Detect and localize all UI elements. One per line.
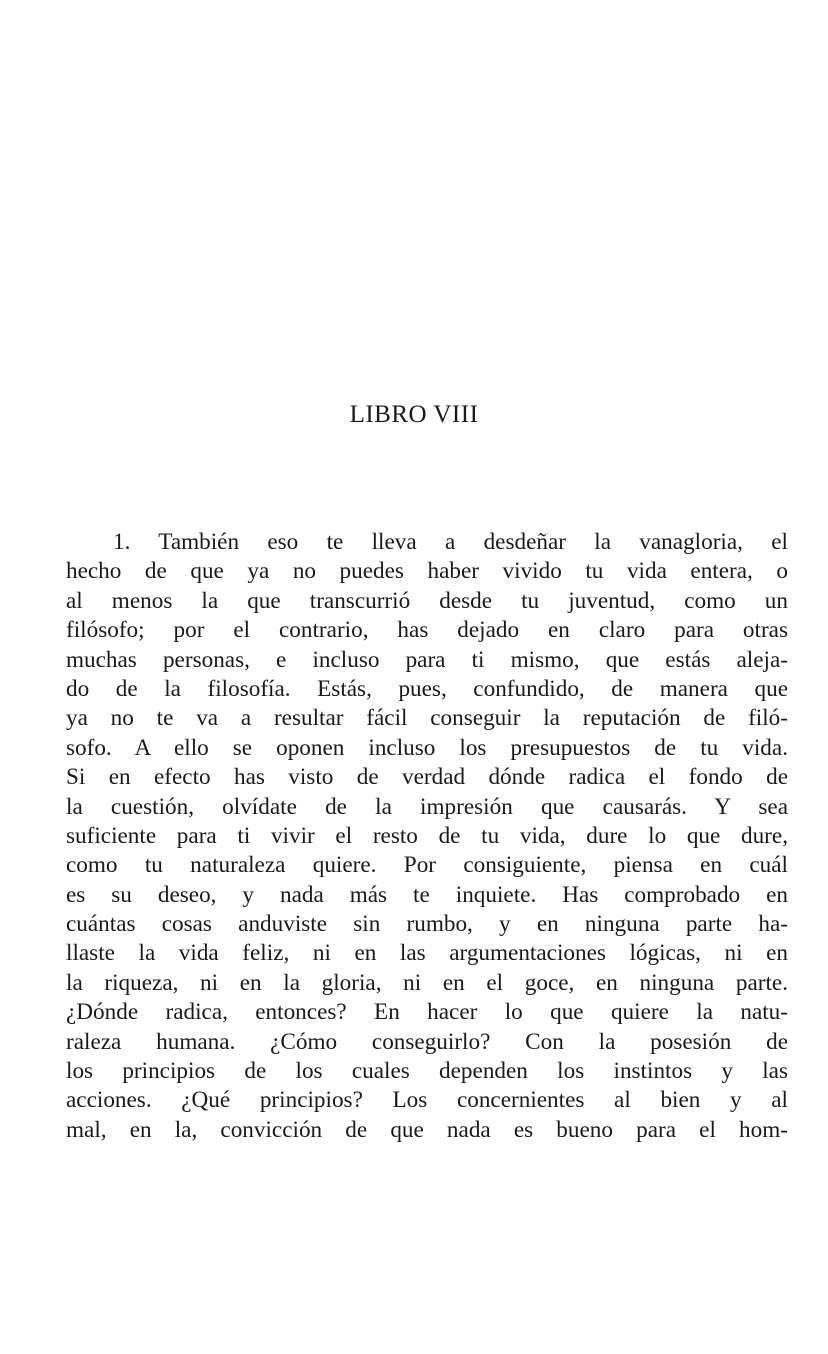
text-line: suficiente para ti vivir el resto de tu vida, dure lo que dure, bbox=[66, 822, 788, 849]
text-line: los principios de los cuales dependen los instintos y las bbox=[66, 1058, 788, 1085]
text-line: Si en efecto has visto de verdad dónde radica el fondo de bbox=[66, 764, 788, 791]
text-line: es su deseo, y nada más te inquiete. Has comprobado en bbox=[66, 881, 788, 908]
text-line: do de la filosofía. Estás, pues, confundido, de manera que bbox=[66, 675, 788, 702]
text-line: la cuestión, olvídate de la impresión que causarás. Y sea bbox=[66, 793, 788, 820]
text-line: como tu naturaleza quiere. Por consiguiente, piensa en cuál bbox=[66, 852, 788, 879]
text-line: filósofo; por el contrario, has dejado en claro para otras bbox=[66, 617, 788, 644]
text-line: raleza humana. ¿Cómo conseguirlo? Con la posesión de bbox=[66, 1028, 788, 1055]
text-line: muchas personas, e incluso para ti mismo, que estás aleja- bbox=[66, 646, 788, 673]
text-line: ¿Dónde radica, entonces? En hacer lo que quiere la natu- bbox=[66, 999, 788, 1026]
text-line: acciones. ¿Qué principios? Los concernientes al bien y al bbox=[66, 1087, 788, 1114]
text-line: mal, en la, convicción de que nada es bueno para el hom- bbox=[66, 1116, 788, 1143]
text-line: la riqueza, ni en la gloria, ni en el goce, en ninguna parte. bbox=[66, 969, 788, 996]
chapter-title: LIBRO VIII bbox=[349, 401, 479, 428]
text-line: sofo. A ello se oponen incluso los presupuestos de tu vida. bbox=[66, 734, 788, 761]
text-line: cuántas cosas anduviste sin rumbo, y en ninguna parte ha- bbox=[66, 911, 788, 938]
text-line: ya no te va a resultar fácil conseguir la reputación de filó- bbox=[66, 705, 788, 732]
paragraph-1 bbox=[66, 528, 788, 1145]
text-line: al menos la que transcurrió desde tu juventud, como un bbox=[66, 587, 788, 614]
text-line: hecho de que ya no puedes haber vivido tu vida entera, o bbox=[66, 558, 788, 585]
text-line: llaste la vida feliz, ni en las argumentaciones lógicas, ni en bbox=[66, 940, 788, 967]
text-line: 1. También eso te lleva a desdeñar la vanagloria, el bbox=[113, 529, 788, 555]
